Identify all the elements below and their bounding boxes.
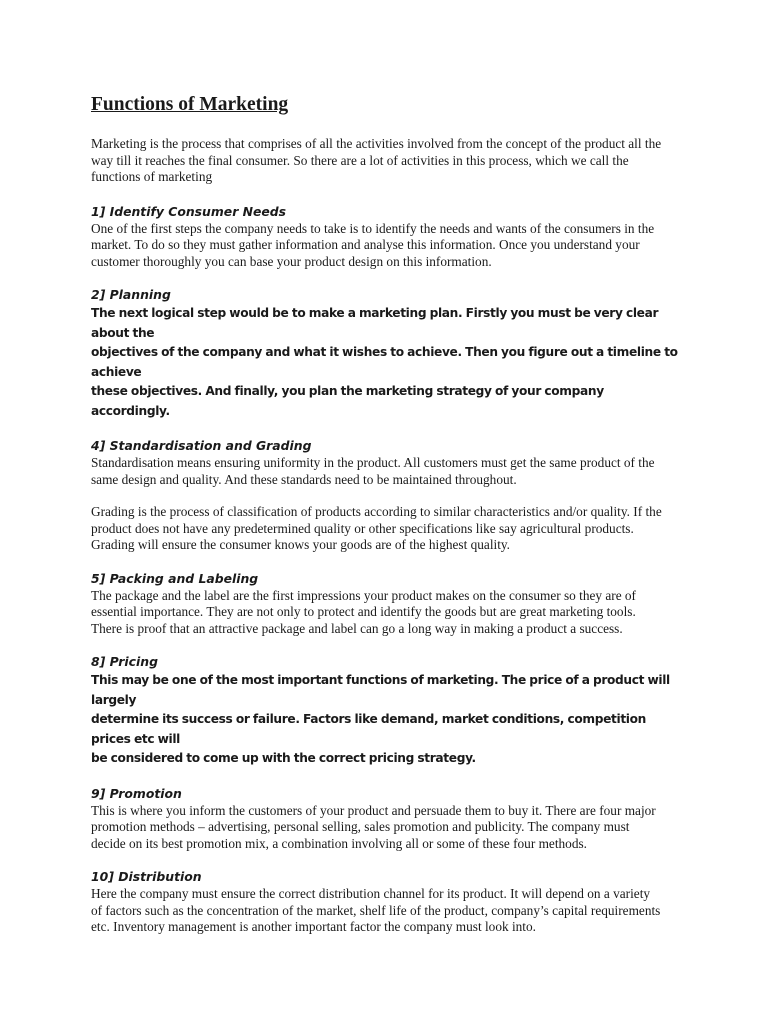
page-title: Functions of Marketing [91,94,289,115]
section-standardisation-grading [91,437,678,554]
section-body: The next logical step would be to make a marketing plan. Firstly you must be very clear about the objectives of the company and what it wishes to achieve. Then you figure out a timeline to achieve these objectives. And finally, you plan the marketing strategy of your company accordingly. [91,306,678,418]
section-heading: 1] Identify Consumer Needs [91,203,287,219]
section-body: The package and the label are the first impressions your product makes on the consumer so they are of essential importance. They are not only to protect and identify the goods but are great marketing tools. There is proof that an attractive package and label can go a long way in making a product a success. [91,587,636,636]
section-heading: 8] Pricing [91,654,158,669]
paragraph-spacer [91,488,678,504]
section-body: This may be one of the most important functions of marketing. The price of a product will largely determine its success or failure. Factors like demand, market conditions, competition prices etc will be considered to come up with the correct pricing strategy. [91,673,670,765]
section-heading: 9] Promotion [91,785,182,801]
section-packing-labeling [91,570,678,638]
section-identify-consumer-needs [91,203,678,271]
section-heading: 4] Standardisation and Grading [91,438,312,453]
section-pricing [91,653,678,769]
section-heading: 2] Planning [91,287,171,302]
section-body-second: Grading is the process of classification of products according to similar characteristics and/or quality. If the product does not have any predetermined quality or other specifications like say agricultural products. Grading will ensure the consumer knows your goods are of the highest quality. [91,504,662,552]
section-body: Here the company must ensure the correct distribution channel for its product. It will depend on a variety of factors such as the concentration of the market, shelf life of the product, company’s capital requirements etc. Inventory management is another important factor the company must look into. [91,886,661,934]
section-body: Standardisation means ensuring uniformity in the product. All customers must get the same product of the same design and quality. And these standards need to be maintained throughout. [91,455,655,487]
section-distribution [91,868,678,936]
section-body: This is where you inform the customers of your product and persuade them to buy it. There are four major promotion methods – advertising, personal selling, sales promotion and publicity. The company must decide on its best promotion mix, a combination involving all or some of these four methods. [91,802,656,851]
section-heading: 10] Distribution [91,869,202,884]
section-planning [91,286,678,421]
section-promotion [91,785,678,853]
section-body: One of the first steps the company needs to take is to identify the needs and wants of the consumers in the market. To do so they must gather information and analyse this information. Once you understand your customer thoroughly you can base your product design on this information. [91,220,655,269]
document-page [91,92,678,952]
section-heading: 5] Packing and Labeling [91,570,259,586]
intro-paragraph: Marketing is the process that comprises of all the activities involved from the concept of the product all the way till it reaches the final consumer. So there are a lot of activities in this process, which we call the functions of marketing [91,136,662,184]
